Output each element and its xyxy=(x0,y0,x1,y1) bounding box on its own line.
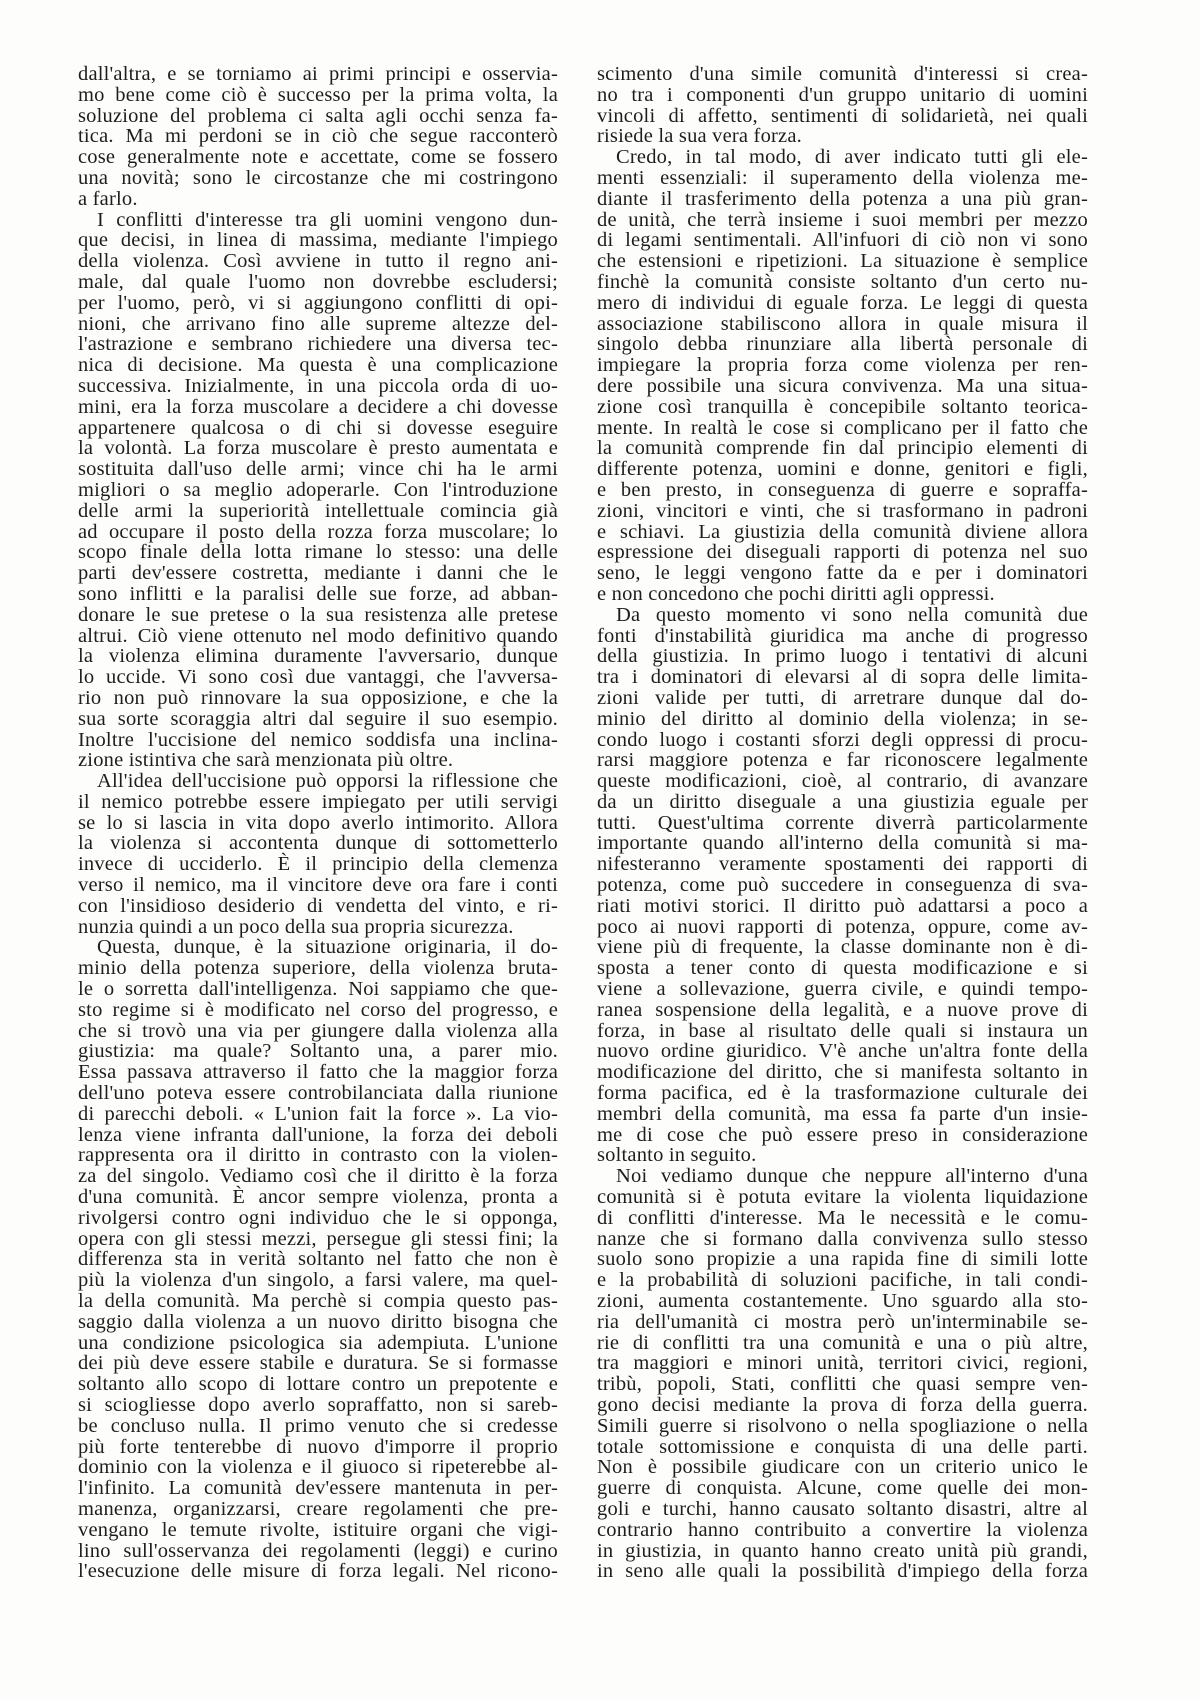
paragraph xyxy=(78,771,558,937)
text-line: rio non può rinnovare la sua opposizione, e che la xyxy=(78,686,558,709)
text-line: di parecchi deboli. « L'union fait la force ». La vio- xyxy=(78,1102,558,1125)
text-line: più la violenza d'un singolo, a farsi valere, ma quel- xyxy=(78,1269,558,1292)
text-line: totale sottomissione e conquista di una delle parti. xyxy=(597,1435,1088,1458)
text-line: de unità, che terrà insieme i suoi membri per mezzo xyxy=(597,208,1088,231)
text-line: cose generalmente note e accettate, come se fossero xyxy=(78,146,558,169)
paragraph xyxy=(597,64,1088,147)
text-line: condo luogo i costanti sforzi degli oppressi di procu- xyxy=(597,728,1088,751)
text-line: Simili guerre si risolvono o nella spogliazione o nella xyxy=(597,1414,1088,1437)
text-line: Questa, dunque, è la situazione originaria, il do- xyxy=(97,936,558,959)
paragraph xyxy=(78,937,558,1582)
text-line: e schiavi. La giustizia della comunità diviene allora xyxy=(597,520,1088,543)
text-line: Non è possibile giudicare con un criterio unico le xyxy=(597,1456,1088,1479)
text-line: Da questo momento vi sono nella comunità due xyxy=(616,603,1088,626)
text-line: espressione dei diseguali rapporti di potenza nel suo xyxy=(597,541,1088,564)
text-line: il nemico potrebbe essere impiegato per utili servigi xyxy=(78,790,558,813)
text-line: viene a sollevazione, guerra civile, e quindi tempo- xyxy=(597,978,1088,1001)
text-line: dall'altra, e se torniamo ai primi principi e osservia- xyxy=(78,63,558,85)
text-line: soluzione del problema ci salta agli occhi senza fa- xyxy=(78,104,558,127)
text-line: dominio con la violenza e il giuoco si ripeterebbe al- xyxy=(78,1456,558,1479)
text-line: scopo finale della lotta rimane lo stesso: una delle xyxy=(78,541,558,564)
text-line: altrui. Ciò viene ottenuto nel modo definitivo quando xyxy=(78,624,558,647)
paragraph xyxy=(597,1166,1088,1582)
text-line: finchè la comunità consiste soltanto d'un certo nu- xyxy=(597,270,1088,293)
text-line: dere possibile una sicura convivenza. Ma una situa- xyxy=(597,374,1088,397)
text-line: vengano le temute rivolte, istituire organi che vigi- xyxy=(78,1518,558,1541)
text-line: la della comunità. Ma perchè si compia questo pas- xyxy=(78,1290,558,1313)
text-line: rivolgersi contro ogni individuo che le si opponga, xyxy=(78,1206,558,1229)
text-line: ad occupare il posto della rozza forza muscolare; lo xyxy=(78,520,558,543)
text-line: membri della comunità, ma essa fa parte d'un insie- xyxy=(597,1102,1088,1125)
text-line: verso il nemico, ma il vincitore deve ora fare i conti xyxy=(78,874,558,897)
text-line: della violenza. Così avviene in tutto il regno ani- xyxy=(78,250,558,273)
text-line: sostituita dall'uso delle armi; vince chi ha le armi xyxy=(78,458,558,481)
text-line: dei più deve essere stabile e duratura. Se si formasse xyxy=(78,1352,558,1375)
text-line: invece di ucciderlo. È il principio della clemenza xyxy=(78,853,558,876)
text-line: vincoli di affetto, sentimenti di solidarietà, nei quali xyxy=(597,104,1088,127)
text-line: impiegare la propria forza come violenza per ren- xyxy=(597,354,1088,377)
text-line: in seno alle quali la possibilità d'impiego della forza xyxy=(597,1560,1088,1583)
text-line: la violenza si accontenta dunque di sottometterlo xyxy=(78,832,558,855)
text-line: differente potenza, uomini e donne, genitori e figli, xyxy=(597,458,1088,481)
text-line: diante il trasferimento della potenza a una più gran- xyxy=(597,187,1088,210)
text-line: lino sull'osservanza dei regolamenti (leggi) e curino xyxy=(78,1539,558,1562)
text-line: da un diritto diseguale a una giustizia eguale per xyxy=(597,790,1088,813)
text-line: goli e turchi, hanno causato soltanto disastri, altre al xyxy=(597,1497,1088,1520)
text-line: fonti d'instabilità giuridica ma anche di progresso xyxy=(597,624,1088,647)
text-line: zioni, vincitori e vinti, che si trasformano in padroni xyxy=(597,499,1088,522)
text-line: di conflitti d'interesse. Ma le necessità e le comu- xyxy=(597,1206,1088,1229)
text-line: forma pacifica, ed è la trasformazione culturale dei xyxy=(597,1082,1088,1105)
text-line: mente. In realtà le cose si complicano per il fatto che xyxy=(597,416,1088,439)
text-line: zioni valide per tutti, di arretrare dunque dal do- xyxy=(597,686,1088,709)
text-line: giustizia: ma quale? Soltanto una, a parer mio. xyxy=(78,1040,558,1063)
text-line: tica. Ma mi perdoni se in ciò che segue racconterò xyxy=(78,125,558,148)
text-line: zioni, aumenta costantemente. Uno sguardo alla sto- xyxy=(597,1290,1088,1313)
text-line: opera con gli stessi mezzi, persegue gli stessi fini; la xyxy=(78,1227,558,1250)
text-line: me di cose che può essere preso in considerazione xyxy=(597,1123,1088,1146)
text-line: queste modificazioni, cioè, al contrario, di avanzare xyxy=(597,770,1088,793)
text-line: l'esecuzione delle misure di forza legali. Nel ricono- xyxy=(78,1560,558,1583)
text-column-left xyxy=(78,64,558,1582)
text-line: tribù, popoli, Stati, conflitti che quasi sempre ven- xyxy=(597,1373,1088,1396)
text-line: più forte tenterebbe di nuovo d'imporre il proprio xyxy=(78,1435,558,1458)
text-line: e ben presto, in conseguenza di guerre e sopraffa- xyxy=(597,478,1088,501)
text-line: nunzia quindi a un poco della sua propria sicurezza. xyxy=(78,915,514,938)
text-line: be concluso nulla. Il primo venuto che si credesse xyxy=(78,1414,558,1437)
text-line: male, dal quale l'uomo non dovrebbe escludersi; xyxy=(78,270,558,293)
text-line: parti dev'essere costretta, mediante i danni che le xyxy=(78,562,558,585)
text-line: tra maggiori e minori unità, territori civici, regioni, xyxy=(597,1352,1088,1375)
text-line: comunità si è potuta evitare la violenta liquidazione xyxy=(597,1186,1088,1209)
text-line: Noi vediamo dunque che neppure all'interno d'una xyxy=(616,1165,1088,1188)
text-line: Credo, in tal modo, di aver indicato tutti gli ele- xyxy=(616,146,1088,169)
text-line: donare le sue pretese o la sua resistenza alle pretese xyxy=(78,603,558,626)
text-line: importante quando all'interno della comunità si ma- xyxy=(597,832,1088,855)
text-line: mero di individui di eguale forza. Le leggi di questa xyxy=(597,291,1088,314)
text-line: l'infinito. La comunità dev'essere mantenuta in per- xyxy=(78,1477,558,1500)
paragraph xyxy=(597,605,1088,1167)
text-line: una novità; sono le circostanze che mi costringono xyxy=(78,166,558,189)
text-line: di legami sentimentali. All'infuori di ciò non vi sono xyxy=(597,229,1088,252)
text-line: le o sorretta dall'intelligenza. Noi sappiamo che que- xyxy=(78,978,558,1001)
text-line: migliori o sa meglio adoperarle. Con l'introduzione xyxy=(78,478,558,501)
text-line: ranea sospensione della legalità, e a nuove prove di xyxy=(597,998,1088,1021)
text-line: All'idea dell'uccisione può opporsi la riflessione che xyxy=(97,770,558,793)
text-line: modificazione del diritto, che si manifesta soltanto in xyxy=(597,1061,1088,1084)
text-line: l'astrazione e sembrano richiedere una diversa tec- xyxy=(78,333,558,356)
text-line: tra i dominatori di elevarsi al di sopra delle limita- xyxy=(597,666,1088,689)
text-line: seno, le leggi vengono fatte da e per i dominatori xyxy=(597,562,1088,585)
text-line: gono decisi mediante la prova di forza della guerra. xyxy=(597,1394,1088,1416)
text-line: ria dell'umanità ci mostra però un'interminabile se- xyxy=(597,1310,1088,1333)
text-line: e non concedono che pochi diritti agli oppressi. xyxy=(597,582,995,605)
paragraph xyxy=(597,147,1088,605)
text-line: poco ai nuovi rapporti di potenza, oppure, come av- xyxy=(597,915,1088,938)
text-line: no tra i componenti d'un gruppo unitario di uomini xyxy=(597,83,1088,106)
text-line: che estensioni e ripetizioni. La situazione è semplice xyxy=(597,250,1088,273)
text-line: successiva. Inizialmente, in una piccola orda di uo- xyxy=(78,374,558,397)
text-line: la comunità comprende fin dal principio elementi di xyxy=(597,437,1088,460)
text-line: sua sorte scoraggia altri dal seguire il suo esempio. xyxy=(78,707,558,730)
text-line: differenza sta in verità soltanto nel fatto che non è xyxy=(78,1248,558,1271)
text-line: Inoltre l'uccisione del nemico soddisfa una inclina- xyxy=(78,728,558,751)
text-line: zione istintiva che sarà menzionata più oltre. xyxy=(78,749,454,772)
text-line: appartenere qualcosa o di chi si dovesse eseguire xyxy=(78,416,558,439)
text-line: per l'uomo, però, vi si aggiungono conflitti di opi- xyxy=(78,291,558,314)
text-line: lenza viene infranta dall'unione, la forza dei deboli xyxy=(78,1123,558,1146)
text-line: viene più di frequente, la classe dominante non è di- xyxy=(597,936,1088,959)
text-line: suolo sono propizie a una rapida fine di simili lotte xyxy=(597,1248,1088,1271)
text-line: nifesteranno veramente spostamenti dei rapporti di xyxy=(597,853,1088,876)
text-line: soltanto allo scopo di lottare contro un prepotente e xyxy=(78,1373,558,1396)
text-line: scimento d'una simile comunità d'interessi si crea- xyxy=(597,63,1088,85)
text-line: nica di decisione. Ma questa è una complicazione xyxy=(78,354,558,377)
text-line: in giustizia, in quanto hanno creato unità più grandi, xyxy=(597,1539,1088,1562)
text-line: nanze che si formano dalla convivenza sullo stesso xyxy=(597,1227,1088,1250)
text-line: delle armi la superiorità intellettuale comincia già xyxy=(78,499,558,522)
text-line: manenza, organizzarsi, creare regolamenti che pre- xyxy=(78,1497,558,1520)
text-line: e la probabilità di soluzioni pacifiche, in tali condi- xyxy=(597,1269,1088,1292)
text-line: nioni, che arrivano fino alle supreme altezze del- xyxy=(78,312,558,335)
paragraph xyxy=(78,64,558,210)
text-line: che si trovò una via per giungere dalla violenza alla xyxy=(78,1019,558,1042)
text-line: mo bene come ciò è successo per la prima volta, la xyxy=(78,83,558,106)
text-line: nuovo ordine giuridico. V'è anche un'altra fonte della xyxy=(597,1040,1088,1063)
text-line: contrario hanno contribuito a convertire la violenza xyxy=(597,1518,1088,1541)
text-line: mini, era la forza muscolare a decidere a chi dovesse xyxy=(78,395,558,418)
text-line: rappresenta ora il diritto in contrasto con la violen- xyxy=(78,1144,558,1167)
paragraph xyxy=(78,210,558,772)
text-line: zione così tranquilla è concepibile soltanto teorica- xyxy=(597,395,1088,418)
text-line: menti essenziali: il superamento della violenza me- xyxy=(597,166,1088,189)
text-line: se lo si lascia in vita dopo averlo intimorito. Allora xyxy=(78,811,558,834)
text-line: la volontà. La forza muscolare è presto aumentata e xyxy=(78,437,558,460)
text-column-right xyxy=(597,64,1088,1582)
text-line: guerre di conquista. Alcune, come quelle dei mon- xyxy=(597,1477,1088,1500)
text-line: risiede la sua vera forza. xyxy=(597,125,802,148)
text-line: rarsi maggiore potenza e far riconoscere legalmente xyxy=(597,749,1088,772)
text-line: que decisi, in linea di massima, mediante l'impiego xyxy=(78,229,558,252)
text-line: la violenza elimina duramente l'avversario, dunque xyxy=(78,645,558,668)
text-line: I conflitti d'interesse tra gli uomini vengono dun- xyxy=(97,208,558,231)
text-line: con l'insidioso desiderio di vendetta del vinto, e ri- xyxy=(78,894,558,917)
text-line: si sciogliesse dopo averlo sopraffatto, non si sareb- xyxy=(78,1394,558,1416)
text-line: dell'uno poteva essere controbilanciata dalla riunione xyxy=(78,1082,558,1105)
text-line: rie di conflitti tra una comunità e una o più altre, xyxy=(597,1331,1088,1354)
text-line: soltanto in seguito. xyxy=(597,1144,757,1167)
text-line: sono inflitti e la paralisi delle sue forze, ad abban- xyxy=(78,582,558,605)
text-line: associazione stabiliscono allora in quale misura il xyxy=(597,312,1088,335)
text-line: potenza, come può succedere in conseguenza di sva- xyxy=(597,874,1088,897)
text-line: tutti. Quest'ultima corrente diverrà particolarmente xyxy=(597,811,1088,834)
text-line: d'una comunità. È ancor sempre violenza, pronta a xyxy=(78,1186,558,1209)
text-line: una condizione psicologica sia adempiuta. L'unione xyxy=(78,1331,558,1354)
text-line: lo uccide. Vi sono così due vantaggi, che l'avversa- xyxy=(78,666,558,689)
text-line: minio della potenza superiore, della violenza bruta- xyxy=(78,957,558,980)
text-line: riati motivi storici. Il diritto può adattarsi a poco a xyxy=(597,894,1088,917)
text-line: Essa passava attraverso il fatto che la maggior forza xyxy=(78,1061,558,1084)
text-line: singolo debba rinunziare alla libertà personale di xyxy=(597,333,1088,356)
text-line: forza, in base al risultato delle quali si instaura un xyxy=(597,1019,1088,1042)
text-line: sposta a tener conto di questa modificazione e si xyxy=(597,957,1088,980)
text-line: sto regime si è modificato nel corso del progresso, e xyxy=(78,998,558,1021)
text-line: della giustizia. In primo luogo i tentativi di alcuni xyxy=(597,645,1088,668)
text-line: saggio dalla violenza a un nuovo diritto bisogna che xyxy=(78,1310,558,1333)
text-line: za del singolo. Vediamo così che il diritto è la forza xyxy=(78,1165,558,1188)
text-line: a farlo. xyxy=(78,187,138,210)
text-line: minio del diritto al dominio della violenza; in se- xyxy=(597,707,1088,730)
